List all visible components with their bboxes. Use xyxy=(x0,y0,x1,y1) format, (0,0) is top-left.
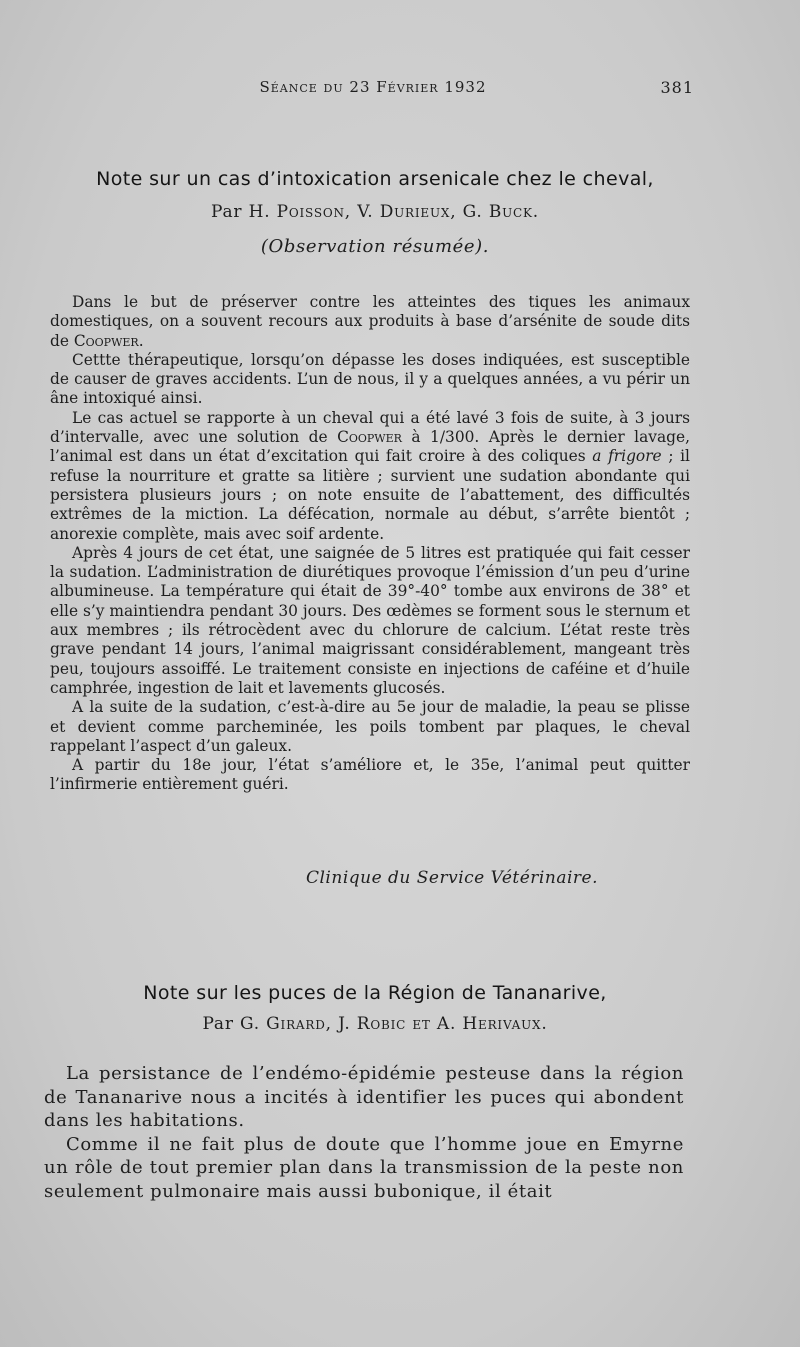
running-head xyxy=(52,78,694,102)
article-subtitle: (Observation résumée). xyxy=(260,236,490,257)
page-number: 381 xyxy=(660,78,694,97)
paragraph: Cettte thérapeutique, lorsqu’on dépasse les doses indiquées, est susceptible de causer de graves accidents. L’un de nous, il y a quelques années, a vu périr un âne intoxiqué ainsi. xyxy=(50,350,690,408)
author-reference: Coopwer xyxy=(337,428,402,447)
authors-names: H. Poisson, V. Durieux, G. Buck. xyxy=(248,202,539,222)
article-body-2 xyxy=(44,1062,684,1203)
authors-names: G. Girard, J. Robic et A. Herivaux. xyxy=(240,1014,548,1034)
paragraph: A la suite de la sudation, c’est-à-dire au 5e jour de maladie, la peau se plisse et devient comme parcheminée, les poils tombent par plaques, le cheval rappelant l’aspect d’un galeux. xyxy=(50,698,690,755)
article-body xyxy=(50,293,690,795)
article-signature: Clinique du Service Vétérinaire. xyxy=(305,868,598,888)
paragraph: Dans le but de préserver contre les atteintes des tiques les animaux domestiques, on a souvent recours aux produits à base d’arsénite de soude dits de Coopwer. xyxy=(50,293,690,350)
running-title: Séance du 23 Février 1932 xyxy=(259,78,487,96)
paragraph: Après 4 jours de cet état, une saignée de 5 litres est pratiquée qui fait cesser la sudation. L’administration de diurétiques provoque l’émission d’un peu d’urine albumineuse. La température qui était de 39°-40° tombe aux environs de 38° et elle s’y maintiendra pendant 30 jours. Des œdèmes se forment sous le sternum et aux membres ; ils rétrocèdent avec du chlorure de calcium. L’état reste très grave pendant 14 jours, l’animal maigrissant considérablement, mangeant très peu, toujours assoiffé. Le traitement consiste en injections de caféine et d’huile camphrée, ingestion de lait et lavements glucosés. xyxy=(50,543,690,697)
paragraph: A partir du 18e jour, l’état s’améliore et, le 35e, l’animal peut quitter l’infirmerie entièrement guéri. xyxy=(50,756,690,794)
article-authors-2 xyxy=(50,1014,700,1034)
author-reference: Coopwer xyxy=(73,331,139,350)
authors-prefix: Par xyxy=(202,1014,234,1034)
paragraph: Le cas actuel se rapporte à un cheval qui a été lavé 3 fois de suite, à 3 jours d’intervalle, avec une solution de Coopwer à 1/300. Après le dernier lavage, l’animal est dans un état d’excitation qui fait croire à des coliques a frigore ; il refuse la nourriture et gratte sa litière ; survient une sudation abondante qui persistera plusieurs jours ; on note ensuite de l’abattement, des difficultés extrêmes de la miction. La défécation, normale au début, s’arrête bientôt ; anorexie complète, mais avec soif ardente. xyxy=(50,408,690,543)
paragraph: La persistance de l’endémo-épidémie pesteuse dans la région de Tananarive nous a incités à identifier les puces qui abondent dans les habitations. xyxy=(44,1063,684,1131)
article-title-2: Note sur les puces de la Région de Tananarive, xyxy=(143,982,607,1004)
article-authors xyxy=(50,202,700,222)
article-title: Note sur un cas d’intoxication arsenicale chez le cheval, xyxy=(96,168,654,190)
authors-prefix: Par xyxy=(211,202,243,222)
latin-term: a frigore xyxy=(592,447,662,466)
paragraph: Comme il ne fait plus de doute que l’homme joue en Emyrne un rôle de tout premier plan dans la transmission de la peste non seulement pulmonaire mais aussi bubonique, il était xyxy=(44,1133,684,1202)
